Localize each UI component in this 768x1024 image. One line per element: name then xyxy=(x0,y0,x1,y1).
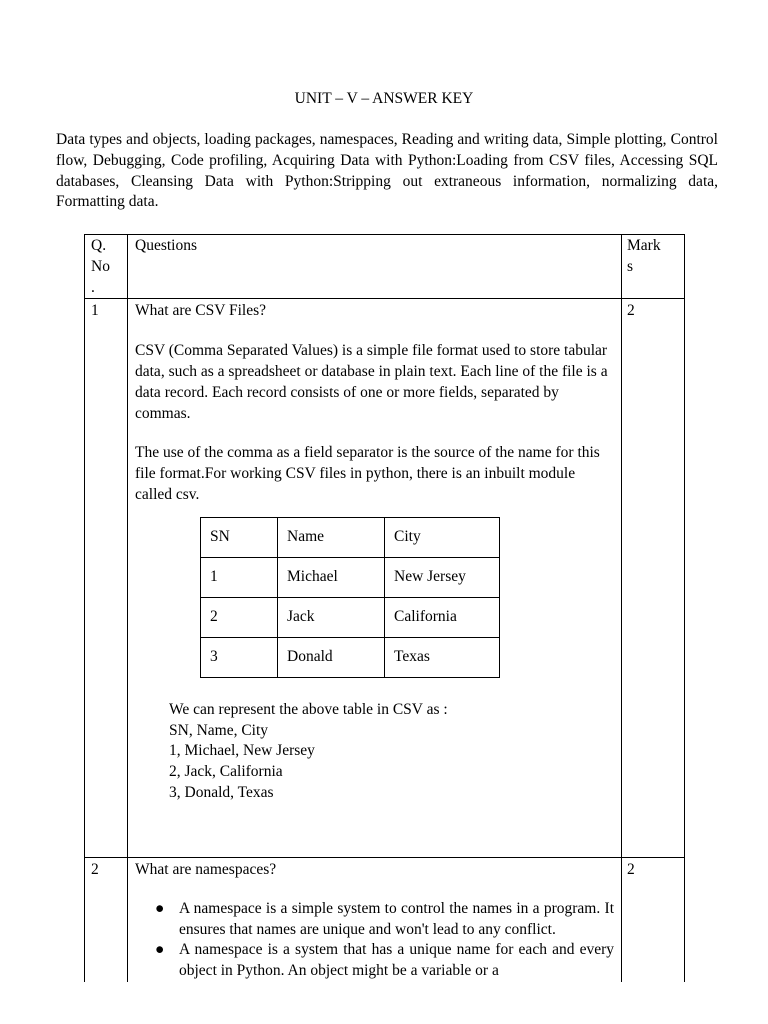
question-cell xyxy=(128,858,622,982)
bullet-text: A namespace is a system that has a unique name for each and every object in Python. An object might be a variable or a xyxy=(179,941,614,979)
csv-table-row xyxy=(201,637,500,677)
page-title: UNIT – V – ANSWER KEY xyxy=(294,90,474,107)
question-number: 1 xyxy=(85,299,128,858)
bullet-text: A namespace is a simple system to control the names in a program. It ensures that names are unique and won't lead to any conflict. xyxy=(179,900,614,938)
table-row xyxy=(85,299,685,858)
csv-line: 1, Michael, New Jersey xyxy=(169,742,315,760)
csv-table-cell: New Jersey xyxy=(385,557,500,597)
answer-paragraph: CSV (Comma Separated Values) is a simple file format used to store tabular data, such as a spreadsheet or database in plain text. Each line of the file is a data record. Each record consists of one or more fields, separated by commas. xyxy=(135,342,608,422)
csv-intro-line: We can represent the above table in CSV as : xyxy=(169,700,448,718)
header-qno xyxy=(85,235,128,299)
csv-table-cell: 3 xyxy=(201,637,278,677)
bullet-icon: ● xyxy=(155,900,165,918)
header-marks-label: Mark s xyxy=(627,237,661,275)
answer-paragraph: The use of the comma as a field separator is the source of the name for this file format.For working CSV files in python, there is an inbuilt module called csv. xyxy=(135,444,600,503)
csv-table-cell: Jack xyxy=(278,597,385,637)
csv-table-row xyxy=(201,597,500,637)
csv-table-cell: 2 xyxy=(201,597,278,637)
answer-key-table xyxy=(84,234,685,982)
header-marks xyxy=(622,235,685,299)
csv-line: SN, Name, City xyxy=(169,721,269,739)
csv-line: 2, Jack, California xyxy=(169,763,283,781)
csv-table-cell: City xyxy=(385,517,500,557)
csv-table-header-row xyxy=(201,517,500,557)
csv-table-row xyxy=(201,557,500,597)
csv-example-table xyxy=(200,517,500,678)
list-item xyxy=(128,899,614,940)
question-text: What are CSV Files? xyxy=(135,302,267,320)
csv-table-cell: 1 xyxy=(201,557,278,597)
unit-syllabus-text: Data types and objects, loading packages, namespaces, Reading and writing data, Simple plotting, Control flow, Debugging, Code profiling, Acquiring Data with Python:Loading from CSV files, Accessing SQL databases, Cleansing Data with Python:Stripping out extraneous information, normalizing data, Formatting data. xyxy=(56,131,718,211)
question-marks: 2 xyxy=(622,299,685,858)
csv-table-cell: California xyxy=(385,597,500,637)
csv-table-cell: Texas xyxy=(385,637,500,677)
csv-table-cell: SN xyxy=(201,517,278,557)
answer-bullet-list xyxy=(128,899,621,981)
question-cell xyxy=(128,299,622,858)
question-text: What are namespaces? xyxy=(135,861,277,879)
header-questions: Questions xyxy=(128,235,622,299)
question-marks: 2 xyxy=(622,858,685,982)
table-header-row xyxy=(85,235,685,299)
header-qno-label: Q. No . xyxy=(91,237,110,296)
list-item xyxy=(128,940,614,981)
csv-line: 3, Donald, Texas xyxy=(169,783,274,801)
csv-table-cell: Name xyxy=(278,517,385,557)
question-number: 2 xyxy=(85,858,128,982)
csv-table-cell: Michael xyxy=(278,557,385,597)
table-row xyxy=(85,858,685,982)
csv-representation xyxy=(169,700,621,804)
csv-table-cell: Donald xyxy=(278,637,385,677)
bullet-icon: ● xyxy=(155,941,165,959)
